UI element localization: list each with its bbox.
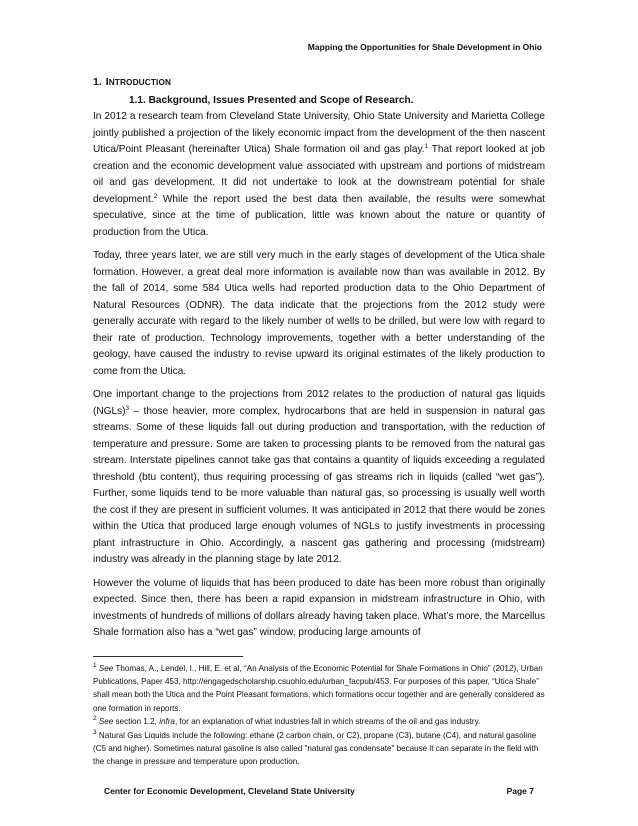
page-footer: [104, 786, 534, 796]
page-body: [93, 76, 545, 769]
section-title-initial: I: [105, 76, 109, 88]
footnote-2: [93, 715, 545, 728]
paragraph-3: [93, 387, 545, 569]
paragraph-1-text-a: In 2012 a research team from Cleveland State University, Ohio State University and Marietta College jointly published a projection of the likely economic impact from the development of the then nascent Utica/Point Pleasant (hereinafter Utica) Shale formation oil and gas play.: [93, 111, 545, 155]
footnote-3-number: 3: [93, 728, 97, 736]
section-heading: [93, 76, 545, 89]
footnote-2-mid: section 1.2,: [113, 717, 160, 727]
footnote-2-see: See: [98, 717, 114, 727]
footnote-1-see: See: [98, 663, 114, 673]
running-header: Mapping the Opportunities for Shale Development in Ohio: [307, 42, 542, 52]
footnote-ref-3[interactable]: 3: [125, 404, 130, 412]
paragraph-4: However the volume of liquids that has been produced to date has been more robust than originally expected. Since then, there has been a rapid expansion in midstream infrastructure in Ohio, with investments of hundreds of millions of dollars already having taken place. What’s more, the Marcellus Shale formation also has a “wet gas” window, producing large amounts of: [93, 577, 546, 638]
footnote-1-number: 1: [93, 661, 97, 669]
footnote-ref-1[interactable]: 1: [424, 143, 429, 150]
paragraph-3-text-b: – those heavier, more complex, hydrocarbons that are held in suspension in natural gas streams. Some of these liquids fall out during production and transportation, with the reduction of temperature and pressure. Some are taken to processing plants to be removed from the natural gas stream. Interstate pipelines cannot take gas that contains a quantity of liquids exceeding a regulated threshold (btu content), thus requiring processing of gas streams rich in liquids (called “wet gas”). Further, some liquids tend to be more valuable than natural gas, so processing is usually well worth the cost if they are present in sufficient volumes. It was anticipated in 2012 that there would be zones within the Utica that produced large enough volumes of NGLs to justify investments in processing plant infrastructure in Ohio. Accordingly, a nascent gas gathering and processing (midstream) industry was already in the planning stage by late 2012.: [93, 405, 545, 565]
footnote-2-text: , for an explanation of what industries fall in which streams of the oil and gas industry.: [174, 717, 481, 727]
footnote-3-text: Natural Gas Liquids include the following: ethane (2 carbon chain, or C2), propane (C3), butane (C4), and natural gasoline (C5 and higher). Sometimes natural gasoline is also called "natural gas condensate" because it can separate in the field with the change in pressure and temperature upon production.: [93, 730, 539, 767]
section-title-rest: NTRODUCTION: [108, 77, 172, 87]
paragraph-2: Today, three years later, we are still very much in the early stages of development of the Utica shale formation. However, a great deal more information is available now than was available in 2012. By the fall of 2014, some 584 Utica wells had reported production data to the Ohio Department of Natural Resources (ODNR). The data indicate that the projections from the 2012 study were generally accurate with regard to the likely number of wells to be drilled, but were low with regard to their rate of production. Technology improvements, together with a better understanding of the geology, have caused the industry to revise upward its original estimates of the likely production to come from the Utica.: [93, 250, 545, 377]
section-number: 1.: [93, 76, 102, 88]
paragraph-3-text-a: One important change to the projections from 2012 relates to the production of natural gas liquids (NGLs): [93, 389, 545, 417]
page-number: Page 7: [506, 786, 534, 796]
paragraph-1-text-c: While the report used the best data then available, the results were somewhat speculative, since at the time of publication, little was known about the nature or quantity of production from the Utica.: [93, 193, 545, 238]
footer-organization: Center for Economic Development, Cleveland State University: [104, 786, 355, 796]
footnote-ref-2[interactable]: 2: [153, 192, 158, 200]
footnote-2-infra: infra: [159, 717, 175, 727]
paragraph-1: [93, 109, 545, 241]
footnote-1: [93, 662, 545, 716]
paragraph-1-text-b: That report looked at job creation and the economic development value associated with upstream and portions of midstream oil and gas development. It did not undertake to look at the downstream potential for shale development.: [93, 144, 545, 205]
footnote-3: [93, 729, 545, 769]
subsection-heading: 1.1. Background, Issues Presented and Scope of Research.: [129, 95, 414, 106]
footnote-divider: [93, 656, 243, 657]
footnote-2-number: 2: [93, 715, 97, 723]
footnote-1-text: Thomas, A., Lendel, I., Hill, E. et al, “An Analysis of the Economic Potential for Shale Formations in Ohio” (2012), Urban Publications, Paper 453, http://engagedscholarship.csuohio.edu/urban_facpub/453. For purposes of this paper, “Utica Shale” shall mean both the Utica and the Point Pleasant formations, which formations occur together and are generally considered as one formation in reports.: [93, 663, 545, 713]
